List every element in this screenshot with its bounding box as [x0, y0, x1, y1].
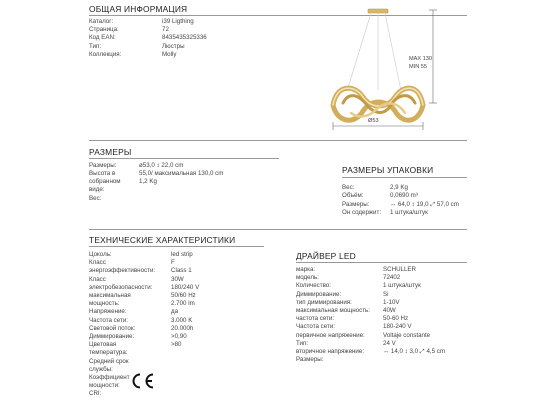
tech-row-label: Напряжение:	[89, 308, 127, 316]
driver-row-value: 1 штука/штук	[383, 282, 421, 290]
driver-row-value: 72402	[383, 274, 401, 282]
dimensions-heading: РАЗМЕРЫ	[89, 147, 132, 157]
packaging-row-value: 2,9 Kg	[390, 184, 408, 191]
tech-row-value: Class 1	[171, 267, 192, 275]
driver-row-label: Тип:	[296, 339, 309, 347]
tech-row-label: максимальная	[89, 292, 131, 299]
driver-row-label: Диммирование:	[296, 290, 342, 298]
driver-row-label: вторичное напряжение:	[296, 348, 365, 355]
tech-row-value: 3.000 K	[171, 316, 193, 324]
dimensions-divider	[89, 158, 279, 159]
tech-divider	[89, 246, 264, 247]
height-min-label: MIN 55	[409, 64, 428, 70]
tech-row-value: F	[171, 259, 175, 267]
packaging-row-label: Он содержит:	[342, 209, 382, 217]
tech-heading: ТЕХНИЧЕСКИЕ ХАРАКТЕРИСТИКИ	[89, 235, 236, 245]
tech-row-value: led strip	[171, 251, 193, 258]
dimensions-row-value: ø53,0 ↕ 22,0 cm	[139, 162, 184, 169]
tech-row-label: Световой поток:	[89, 324, 136, 332]
tech-row-label: Класс	[89, 259, 106, 267]
tech-row-value: да	[171, 308, 179, 316]
tech-row-value: 20.000h	[171, 324, 194, 332]
tech-row-label: мощности:	[89, 382, 120, 390]
general-row-label: Тип:	[89, 42, 102, 50]
packaging-heading: РАЗМЕРЫ УПАКОВКИ	[342, 165, 434, 175]
tech-row-label: Частота сети:	[89, 316, 128, 324]
dimensions-row-value: 1,2 Kg	[139, 178, 157, 185]
tech-row-label: Коэффициент	[89, 374, 130, 381]
tech-row-label: CRI:	[89, 390, 102, 398]
diameter-label: Ø53	[368, 118, 379, 124]
tech-row-label: энергоэффективности:	[89, 267, 156, 275]
driver-row-label: максимальная мощность:	[296, 307, 370, 314]
driver-row-value: 1-10V	[383, 298, 400, 306]
dimensions-row-label: Высота в собранном виде:	[89, 170, 121, 194]
driver-row-value: 50-60 Hz	[383, 315, 409, 323]
driver-row-label: Частота сети:	[296, 323, 335, 331]
general-row-label: Код EAN:	[89, 34, 116, 42]
driver-row-value: ↔ 14,0 ↕ 3,0 ⤢ 4,5 cm	[383, 348, 446, 355]
height-max-label: MAX 130	[409, 56, 433, 62]
packaging-row-value: 1 штука/штук	[390, 209, 428, 217]
general-row-value: i39 Ligthing	[162, 18, 194, 25]
driver-row-value: SCHULLER	[383, 266, 417, 273]
tech-row-value: >80	[171, 341, 182, 349]
lamp-ring	[333, 88, 423, 120]
tech-row-value: 50/60 Hz	[171, 292, 196, 299]
driver-row-label: Размеры:	[296, 356, 324, 364]
general-row-label: Коллекция:	[89, 50, 122, 58]
tech-row-label: температура:	[89, 349, 128, 357]
dimensions-row-label: Размеры:	[89, 162, 117, 169]
driver-divider	[296, 262, 467, 263]
driver-row-label: первичное напряжение:	[296, 331, 365, 339]
tech-row-value: >0,90	[171, 333, 187, 340]
tech-row-value: 30W	[171, 275, 184, 283]
general-row-label: Каталог:	[89, 18, 114, 25]
tech-row-label: электробезопасности:	[89, 283, 153, 291]
driver-row-value: Voltaje constante	[383, 331, 431, 339]
packaging-row-label: Объём:	[342, 192, 364, 200]
driver-row-label: марка:	[296, 266, 316, 273]
chandelier-drawing	[315, 5, 465, 135]
general-heading: ОБЩАЯ ИНФОРМАЦИЯ	[89, 4, 188, 14]
driver-row-value: 40W	[383, 307, 396, 314]
general-row-label: Страница:	[89, 26, 119, 34]
driver-row-label: частота сети:	[296, 315, 335, 323]
general-row-value: Molly	[162, 50, 177, 58]
driver-row-label: Количество:	[296, 282, 331, 290]
dimensions-top-divider	[89, 140, 467, 141]
canopy	[368, 9, 388, 13]
dimensions-row-label: Вес:	[89, 195, 102, 202]
dimensions-row-value: 55,0/ максимальная 130,0 cm	[139, 170, 224, 177]
driver-heading: ДРАЙВЕР LED	[296, 251, 356, 261]
tech-row-label: Класс	[89, 275, 106, 283]
tech-row-label: службы:	[89, 365, 113, 373]
tech-row-label: мощность:	[89, 300, 120, 308]
packaging-divider	[342, 177, 467, 178]
driver-row-label: модель:	[296, 274, 319, 282]
tech-row-value: 180/240 V	[171, 283, 200, 291]
packaging-row-value: ↔ 64,0 ↕ 19,0 ⤢ 57,0 cm	[390, 200, 459, 208]
general-row-value: Люстры	[162, 42, 185, 50]
packaging-row-value: 0,0690 m³	[390, 192, 418, 200]
packaging-row-label: Размеры:	[342, 200, 370, 208]
packaging-row-label: Вес:	[342, 184, 355, 191]
driver-row-label: тип диммирования:	[296, 298, 352, 306]
tech-row-label: Цветовая	[89, 341, 117, 349]
tech-top-divider	[89, 229, 467, 230]
driver-row-value: 180-240 V	[383, 323, 412, 331]
ce-mark	[128, 372, 156, 390]
tech-row-label: Средний срок	[89, 357, 129, 365]
general-row-value: 72	[162, 26, 169, 34]
general-row-value: 8435435325336	[162, 34, 207, 42]
driver-row-value: Si	[383, 290, 389, 298]
driver-row-value: 24 V	[383, 339, 396, 347]
tech-row-value: 2.700 lm	[171, 300, 195, 308]
tech-row-label: Диммирование:	[89, 333, 135, 340]
tech-row-label: Цоколь:	[89, 251, 112, 258]
